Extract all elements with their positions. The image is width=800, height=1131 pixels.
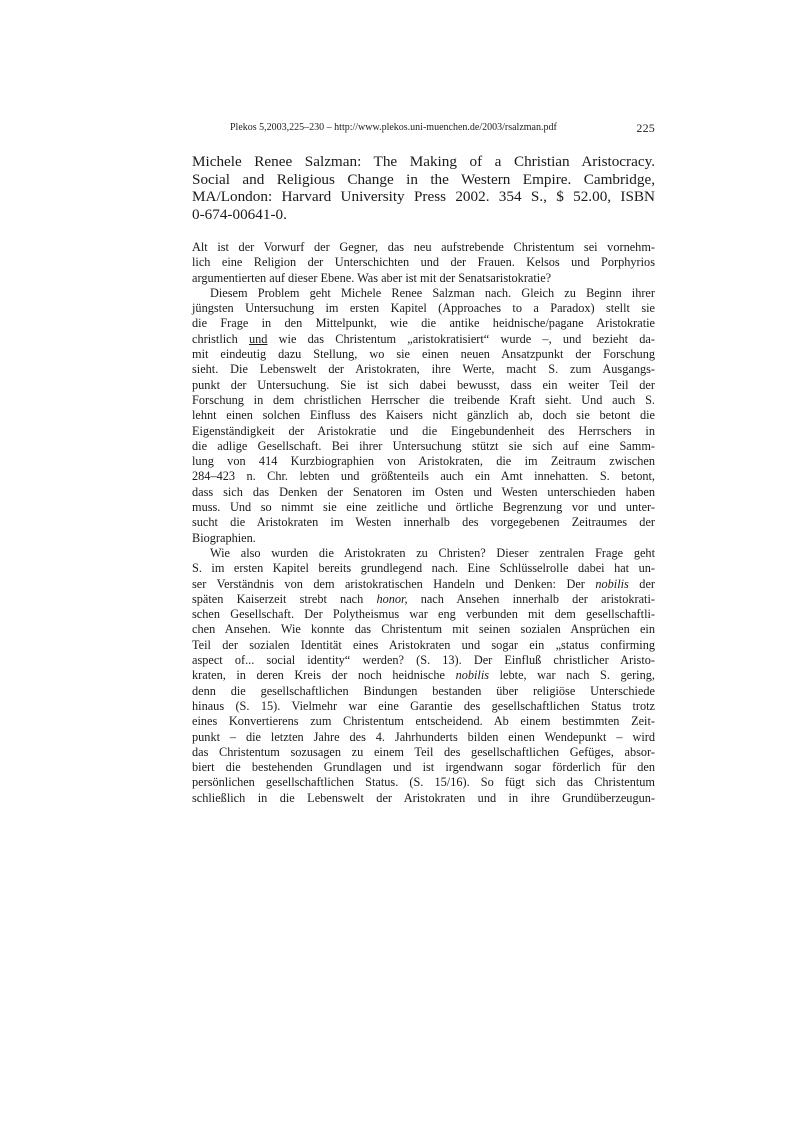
text-line: Forschung in dem christlichen Herrscher die treibende Kraft sieht. Und auch S. [192, 392, 655, 407]
text-line: schließlich in die Lebenswelt der Aristokraten und in ihre Grundüberzeugun- [192, 790, 655, 805]
text-line: sieht. Die Lebenswelt der Aristokraten, ihre Werte, macht S. zum Ausgangs- [192, 362, 655, 377]
text-line: lich eine Religion der Unterschichten und der Frauen. Kelsos und Porphyrios [192, 255, 655, 270]
paragraph [192, 286, 655, 546]
document-page [192, 0, 655, 1131]
paragraph [192, 546, 655, 806]
italic-term: honor, [376, 591, 408, 606]
text-line: Teil der sozialen Identität eines Aristokraten und sogar ein „status confirming [192, 637, 655, 652]
body-text [192, 240, 655, 806]
italic-term: nobilis [595, 576, 629, 591]
text-line: punkt – die letzten Jahre des 4. Jahrhunderts bilden einen Wendepunkt – wird [192, 729, 655, 744]
text-line: christlich und wie das Christentum „aristokratisiert“ wurde –, und bezieht da- [192, 331, 655, 346]
title-line: Social and Religious Change in the Western Empire. Cambridge, [192, 170, 655, 188]
text-line: das Christentum sozusagen zu einem Teil des gesellschaftlichen Gefüges, absor- [192, 744, 655, 759]
running-head-source: Plekos 5,2003,225–230 – http://www.plekos.uni-muenchen.de/2003/rsalzman.pdf [230, 122, 557, 133]
text-line: chen Ansehen. Wie konnte das Christentum mit seinen sozialen Ansprüchen ein [192, 622, 655, 637]
underlined-term: und [249, 331, 268, 346]
text-line: die Frage in den Mittelpunkt, wie die antike heidnische/pagane Aristokratie [192, 316, 655, 331]
text-line: späten Kaiserzeit strebt nach honor, nach Ansehen innerhalb der aristokrati- [192, 591, 655, 606]
text-line: sucht die Aristokraten im Westen innerhalb des vorgegebenen Zeitraumes der [192, 515, 655, 530]
text-line: kraten, in deren Kreis der noch heidnische nobilis lebte, war nach S. gering, [192, 668, 655, 683]
text-line: punkt der Untersuchung. Sie ist sich dabei bewusst, dass ein weiter Teil der [192, 377, 655, 392]
title-line: MA/London: Harvard University Press 2002. 354 S., $ 52.00, ISBN [192, 188, 655, 206]
text-line: eines Konvertierens zum Christentum entscheidend. Ab einem bestimmten Zeit- [192, 714, 655, 729]
paragraph [192, 240, 655, 286]
italic-term: nobilis [455, 668, 490, 683]
text-line: mit eindeutig dazu Stellung, wo sie einen neuen Ansatzpunkt der Forschung [192, 347, 655, 362]
text-line: Alt ist der Vorwurf der Gegner, das neu aufstrebende Christentum sei vornehm- [192, 240, 655, 254]
text-line: lehnt einen solchen Einfluss des Kaisers nicht gänzlich ab, doch sie betont die [192, 408, 655, 423]
book-title [192, 153, 655, 223]
text-line: biert die bestehenden Grundlagen und ist irgendwann sogar förderlich für den [192, 760, 655, 775]
text-line: hinaus (S. 15). Vielmehr war eine Garantie des gesellschaftlichen Status trotz [192, 698, 655, 713]
text-line: persönlichen gesellschaftlichen Status. (S. 15/16). So fügt sich das Christentum [192, 775, 655, 790]
text-line: argumentierten auf dieser Ebene. Was aber ist mit der Senatsaristokratie? [192, 270, 552, 285]
text-line: S. im ersten Kapitel bereits grundlegend nach. Eine Schlüsselrolle dabei hat un- [192, 561, 655, 576]
text-line: schen Gesellschaft. Der Polytheismus war eng verbunden mit dem gesellschaftli- [192, 607, 655, 622]
text-line: Biographien. [192, 530, 256, 545]
text-line: lung von 414 Kurzbiographien von Aristokraten, die im Zeitraum zwischen [192, 454, 655, 469]
page-number: 225 [636, 121, 655, 135]
text-line: denn die gesellschaftlichen Bindungen bestanden über religiöse Unterschiede [192, 683, 655, 698]
text-line: dass sich das Denken der Senatoren im Osten und Westen unterschieden haben [192, 484, 655, 499]
text-line: ser Verständnis von dem aristokratischen Handeln und Denken: Der nobilis der [192, 576, 655, 591]
text-line: 284–423 n. Chr. lebten und größtenteils auch ein Amt innehatten. S. betont, [192, 469, 655, 484]
running-head [192, 121, 655, 135]
text-line: muss. Und so nimmt sie eine zeitliche und örtliche Begrenzung vor und unter- [192, 500, 655, 515]
text-line: Diesem Problem geht Michele Renee Salzman nach. Gleich zu Beginn ihrer [210, 285, 655, 300]
text-line: Wie also wurden die Aristokraten zu Christen? Dieser zentralen Frage geht [210, 545, 655, 560]
title-line: 0-674-00641-0. [192, 205, 287, 223]
text-line: Eigenständigkeit der Aristokratie und die Eingebundenheit des Herrschers in [192, 423, 655, 438]
title-line: Michele Renee Salzman: The Making of a Christian Aristocracy. [192, 153, 655, 170]
text-line: jüngsten Untersuchung im ersten Kapitel (Approaches to a Paradox) stellt sie [192, 301, 655, 316]
text-line: die adlige Gesellschaft. Bei ihrer Untersuchung stützt sie sich auf eine Samm- [192, 438, 655, 453]
text-line: aspect of... social identity“ werden? (S. 13). Der Einfluß christlicher Aristo- [192, 653, 655, 668]
